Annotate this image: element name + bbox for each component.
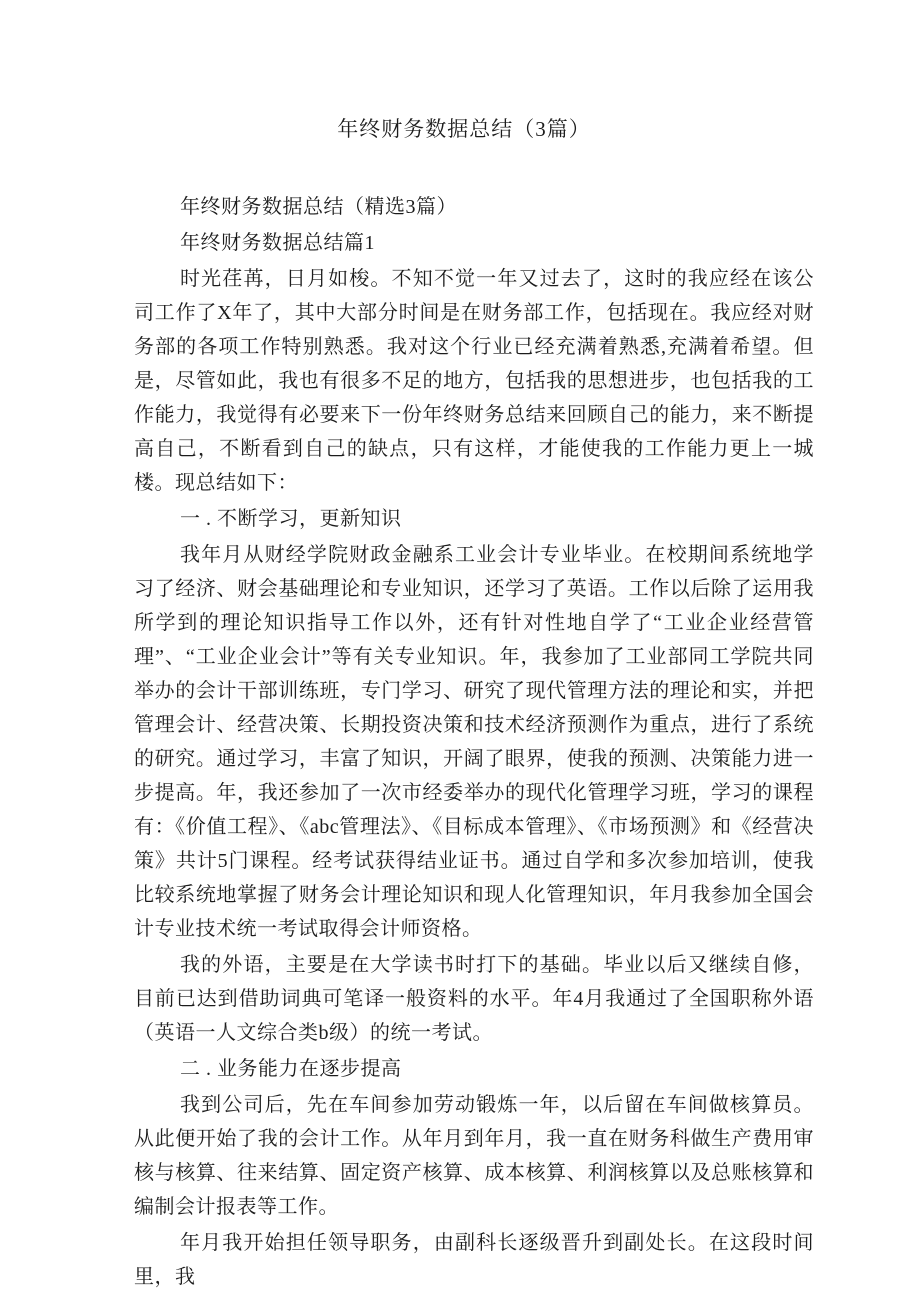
- heading-part-1: 一 . 不断学习，更新知识: [180, 508, 402, 530]
- paragraph-study: 我年月从财经学院财政金融系工业会计专业毕业。在校期间系统地学习了经济、财会基础理论和专业知识，还学习了英语。工作以后除了运用我所学到的理论知识指导工作以外，还有针对性地自学了“工业企业经营管理”、“工业企业会计”等有关专业知识。年，我参加了工业部同工学院共同举办的会计干部训练班，专门学习、研究了现代管理方法的理论和实，并把管理会计、经营决策、长期投资决策和技术经济预测作为重点，进行了系统的研究。通过学习，丰富了知识，开阔了眼界，使我的预测、决策能力进一步提高。年，我还参加了一次市经委举办的现代化管理学习班，学习的课程有：《价值工程》、《abc管理法》、《目标成本管理》、《市场预测》和《经营决策》共计5门课程。经考试获得结业证书。通过自学和多次参加培训，使我比较系统地掌握了财务会计理论知识和现人化管理知识，年月我参加全国会计专业技术统一考试取得会计师资格。: [134, 544, 814, 940]
- section-1-label: 年终财务数据总结篇1: [180, 232, 375, 254]
- paragraph-intro: 时光荏苒，日月如梭。不知不觉一年又过去了，这时的我应经在该公司工作了X年了，其中大部分时间是在财务部工作，包括现在。我应经对财务部的各项工作特别熟悉。我对这个行业已经充满着熟悉,充满着希望。但是，尽管如此，我也有很多不足的地方，包括我的思想进步，也包括我的工作能力，我觉得有必要来下一份年终财务总结来回顾自己的能力，来不断提高自己，不断看到自己的缺点，只有这样，才能使我的工作能力更上一城楼。现总结如下：: [134, 268, 814, 494]
- paragraph-accounting-work: 我到公司后，先在车间参加劳动锻炼一年，以后留在车间做核算员。从此便开始了我的会计工作。从年月到年月，我一直在财务科做生产费用审核与核算、往来结算、固定资产核算、成本核算、利润核算以及总账核算和编制会计报表等工作。: [134, 1094, 814, 1218]
- heading-part-2: 二 . 业务能力在逐步提高: [180, 1058, 402, 1080]
- document-title: 年终财务数据总结（3篇）: [337, 117, 591, 141]
- document-subtitle: 年终财务数据总结（精选3篇）: [180, 196, 457, 218]
- paragraph-foreign-language: 我的外语，主要是在大学读书时打下的基础。毕业以后又继续自修，目前已达到借助词典可笔译一般资料的水平。年4月我通过了全国职称外语（英语一人文综合类b级）的统一考试。: [134, 954, 814, 1044]
- paragraph-leadership: 年月我开始担任领导职务，由副科长逐级晋升到副处长。在这段时间里，我: [134, 1232, 814, 1288]
